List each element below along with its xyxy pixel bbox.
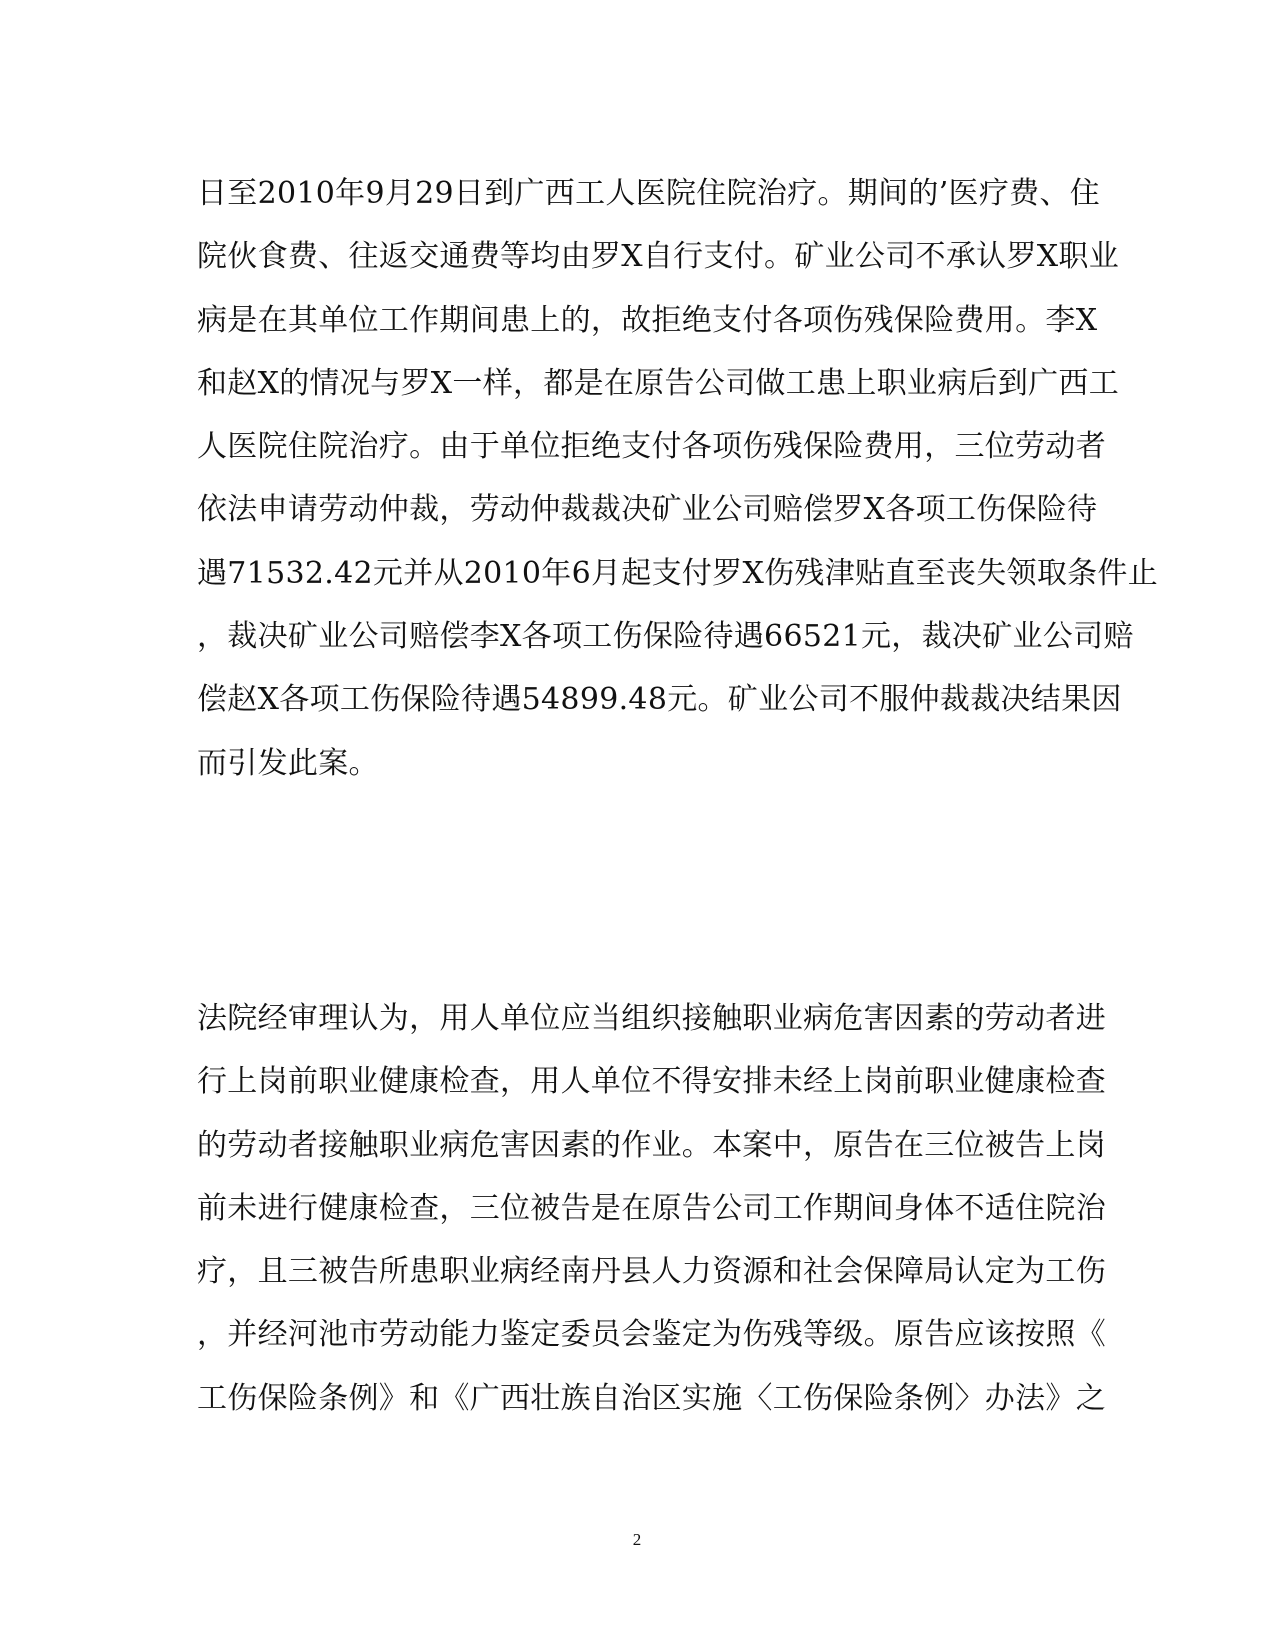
text-line: 工伤保险条例》和《广西壮族自治区实施〈工伤保险条例〉办法》之: [197, 1380, 1106, 1416]
text-line: 日至2010年9月29日到广西工人医院住院治疗。期间的’医疗费、住: [197, 176, 1101, 211]
text-line: ，并经河池市劳动能力鉴定委员会鉴定为伤残等级。原告应该按照《: [197, 1317, 1106, 1353]
text-line: ，裁决矿业公司赔偿李X各项工伤保险待遇66521元，裁决矿业公司赔: [197, 619, 1134, 655]
paragraph-case-background: [197, 162, 1159, 795]
text-line: 和赵X的情况与罗X一样，都是在原告公司做工患上职业病后到广西工: [197, 365, 1120, 401]
page-number: 2: [632, 1530, 642, 1549]
text-line: 人医院住院治疗。由于单位拒绝支付各项伤残保险费用，三位劳动者: [197, 429, 1106, 465]
text-line: 法院经审理认为，用人单位应当组织接触职业病危害因素的劳动者进: [197, 1001, 1106, 1036]
text-line: 的劳动者接触职业病危害因素的作业。本案中，原告在三位被告上岗: [197, 1127, 1106, 1163]
text-line: 遇71532.42元并从2010年6月起支付罗X伤残津贴直至丧失领取条件止: [197, 555, 1159, 591]
text-line: 病是在其单位工作期间患上的，故拒绝支付各项伤残保险费用。李X: [197, 302, 1098, 338]
paragraph-court-opinion: [197, 987, 1106, 1430]
text-line: 而引发此案。: [197, 745, 379, 781]
text-line: 院伙食费、往返交通费等均由罗X自行支付。矿业公司不承认罗X职业: [197, 239, 1120, 275]
text-line: 前未进行健康检查，三位被告是在原告公司工作期间身体不适住院治: [197, 1190, 1106, 1226]
text-line: 依法申请劳动仲裁，劳动仲裁裁决矿业公司赔偿罗X各项工伤保险待: [197, 492, 1098, 528]
text-line: 偿赵X各项工伤保险待遇54899.48元。矿业公司不服仲裁裁决结果因: [197, 682, 1122, 718]
text-line: 行上岗前职业健康检查，用人单位不得安排未经上岗前职业健康检查: [197, 1064, 1106, 1100]
text-line: 疗，且三被告所患职业病经南丹县人力资源和社会保障局认定为工伤: [197, 1254, 1106, 1290]
